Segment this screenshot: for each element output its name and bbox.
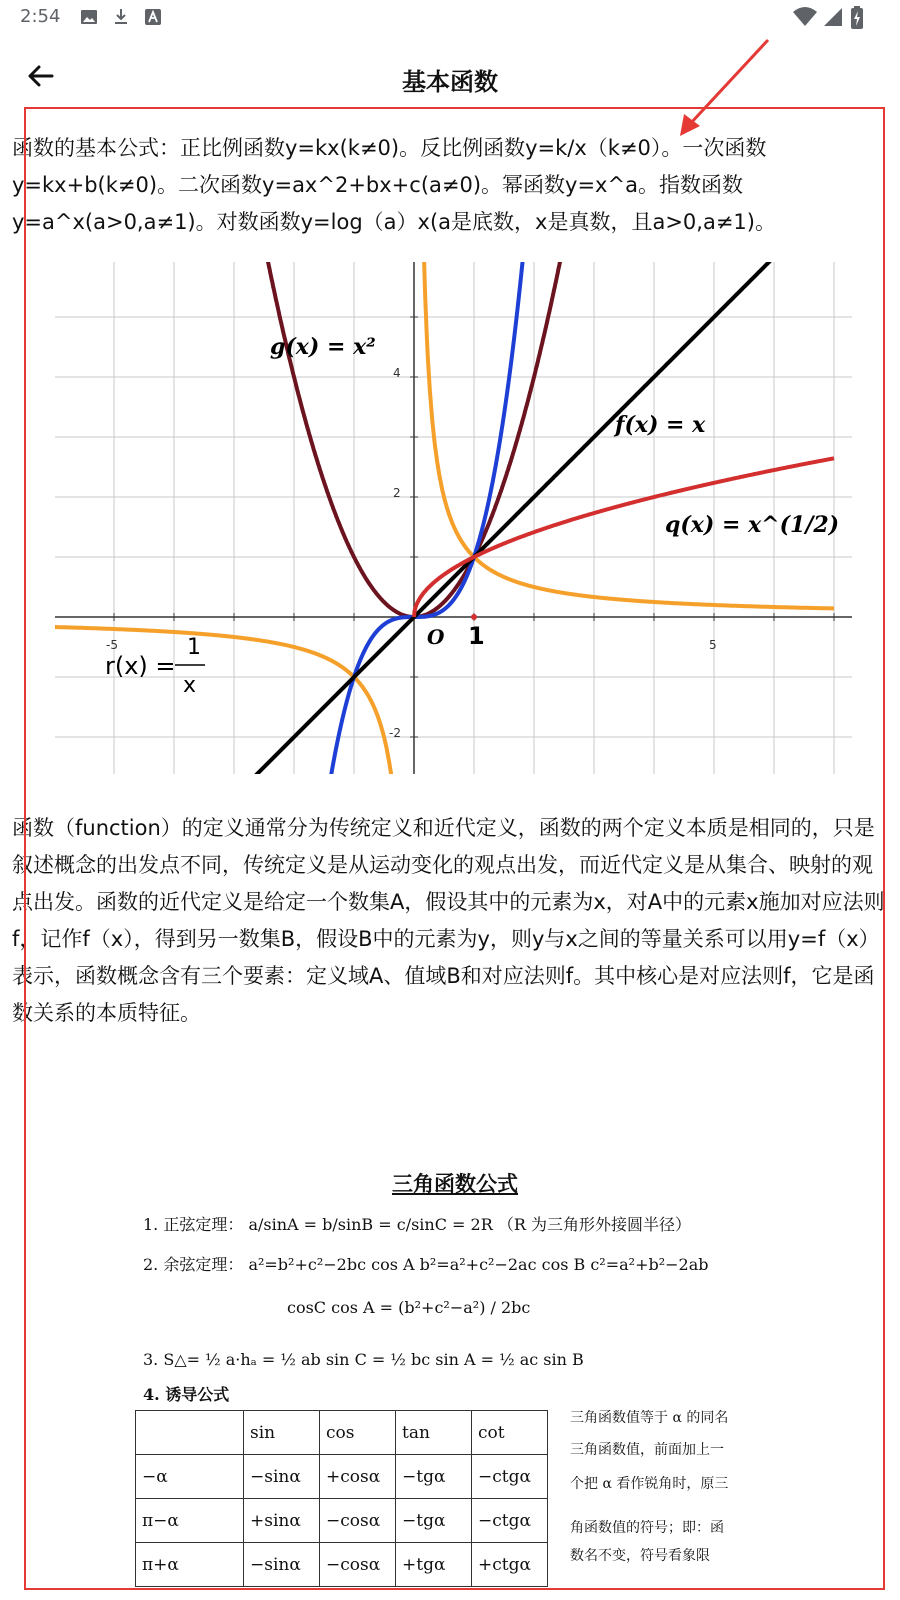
table-row [136, 1455, 548, 1499]
table-cell: +cosα [320, 1455, 396, 1499]
label-g: g(x) = x² [270, 334, 376, 360]
origin-label: O [427, 625, 445, 649]
definition-paragraph: 函数（function）的定义通常分为传统定义和近代定义，函数的两个定义本质是相同的，只是叙述概念的出发点不同，传统定义是从运动变化的观点出发，而近代定义是从集合、映射的观点出发。函数的近代定义是给定一个数集A，假设其中的元素为x，对A中的元素x施加对应法则f，记作f（x），得到另一数集B，假设B中的元素为y，则y与x之间的等量关系可以用y=f（x）表示，函数概念含有三个要素：定义域A、值域B和对应法则f。其中核心是对应法则f，它是函数关系的本质特征。 [12, 816, 885, 1025]
table-cell: π+α [136, 1543, 244, 1587]
table-cell: −tgα [396, 1499, 472, 1543]
signal-icon [822, 6, 844, 28]
note-line: 三角函数值等于 α 的同名 [570, 1410, 729, 1426]
a-icon [144, 8, 162, 26]
note-line: 个把 α 看作锐角时，原三 [570, 1476, 729, 1492]
table-cell: π−α [136, 1499, 244, 1543]
image-icon [80, 8, 98, 26]
note-line: 数名不变，符号看象限 [570, 1548, 710, 1564]
table-cell: −ctgα [472, 1499, 548, 1543]
table-header: cot [472, 1411, 548, 1455]
table-cell: +sinα [244, 1499, 320, 1543]
label-f: f(x) = x [615, 412, 706, 438]
sine-law: 1. 正弦定理： a/sinA = b/sinB = c/sinC = 2R （R 为三角形外接圆半径） [143, 1215, 691, 1234]
table-header: sin [244, 1411, 320, 1455]
table-cell: −sinα [244, 1543, 320, 1587]
tick-x-neg5: -5 [106, 638, 118, 652]
cosine-law: 2. 余弦定理： a²=b²+c²−2bc cos A b²=a²+c²−2ac cos B c²=a²+b²−2ab [143, 1255, 709, 1274]
status-bar [0, 0, 900, 36]
induction-heading: 4. 诱导公式 [143, 1385, 230, 1404]
point-one [471, 614, 477, 620]
label-q: q(x) = x^(1/2) [665, 512, 840, 538]
tick-y-2: 2 [393, 486, 401, 500]
one-label: 1 [468, 622, 485, 650]
tick-y-4: 4 [393, 366, 401, 380]
note-line: 角函数值的符号；即：函 [570, 1520, 724, 1536]
label-r-den: x [183, 673, 197, 698]
table-header-row [136, 1411, 548, 1455]
table-row [136, 1543, 548, 1587]
table-cell: −α [136, 1455, 244, 1499]
status-time: 2:54 [20, 6, 61, 27]
app-bar [0, 44, 900, 112]
table-cell: +tgα [396, 1543, 472, 1587]
table-header: cos [320, 1411, 396, 1455]
area-formula: 3. S△= ½ a·hₐ = ½ ab sin C = ½ bc sin A = ½ ac sin B [143, 1350, 584, 1369]
table-cell: −tgα [396, 1455, 472, 1499]
tick-y-neg2: -2 [389, 726, 401, 740]
trig-title: 三角函数公式 [392, 1171, 518, 1196]
wifi-icon [792, 6, 818, 28]
table-header: tan [396, 1411, 472, 1455]
table-cell: −cosα [320, 1543, 396, 1587]
table-cell: −sinα [244, 1455, 320, 1499]
label-r: r(x) = [105, 652, 176, 680]
table-cell: +ctgα [472, 1543, 548, 1587]
table-row [136, 1499, 548, 1543]
note-line: 三角函数值，前面加上一 [570, 1442, 724, 1458]
table-cell: −ctgα [472, 1455, 548, 1499]
induction-table [135, 1410, 548, 1587]
table-cell: −cosα [320, 1499, 396, 1543]
battery-icon [850, 6, 864, 30]
function-graph [55, 262, 852, 774]
page-title: 基本函数 [402, 68, 498, 96]
cosine-law-cont: cosC cos A = (b²+c²−a²) / 2bc [287, 1298, 531, 1317]
label-r-num: 1 [187, 635, 201, 660]
tick-x-5: 5 [709, 638, 717, 652]
formula-paragraph: 函数的基本公式：正比例函数y=kx(k≠0)。反比例函数y=k/x（k≠0）。一次函数y=kx+b(k≠0)。二次函数y=ax^2+bx+c(a≠0)。幂函数y=x^a。指数函数y=a^x(a>0,a≠1)。对数函数y=log（a）x(a是底数，x是真数，且a>0,a≠1)。 [12, 136, 776, 234]
trig-formula-image [135, 1160, 765, 1600]
table-header [136, 1411, 244, 1455]
download-icon [112, 8, 130, 26]
